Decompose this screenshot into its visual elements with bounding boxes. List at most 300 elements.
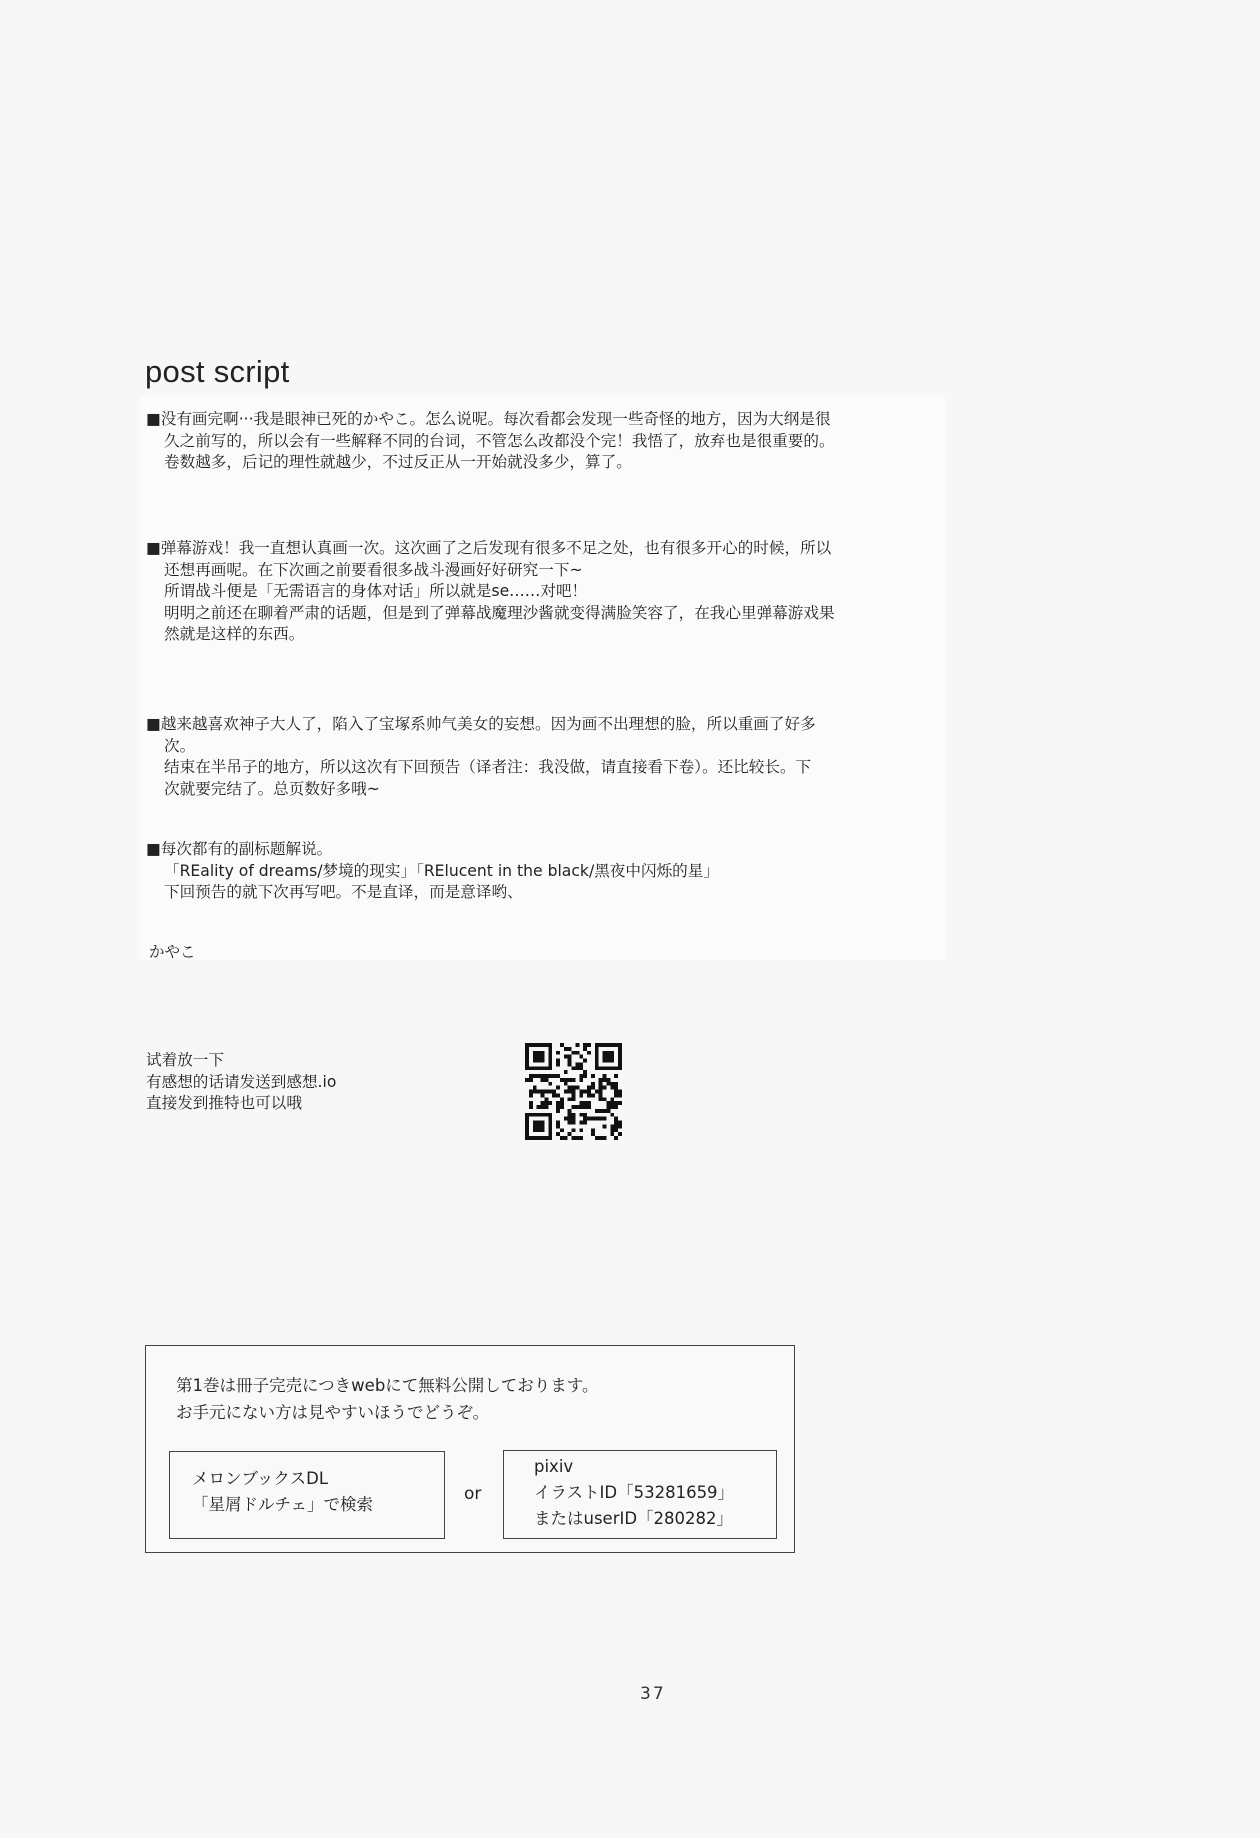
qr-module bbox=[583, 1113, 587, 1117]
qr-module bbox=[579, 1074, 583, 1078]
qr-module bbox=[603, 1109, 607, 1113]
qr-module bbox=[548, 1124, 552, 1128]
qr-module bbox=[591, 1086, 595, 1090]
qr-module bbox=[541, 1043, 545, 1047]
qr-module bbox=[529, 1090, 533, 1094]
qr-module bbox=[533, 1136, 537, 1140]
qr-module bbox=[541, 1124, 545, 1128]
note-line: 次就要完结了。总页数好多哦~ bbox=[164, 779, 380, 798]
qr-module bbox=[595, 1117, 599, 1121]
qr-module bbox=[548, 1082, 552, 1086]
note-paragraph-1 bbox=[146, 409, 944, 474]
qr-module bbox=[575, 1051, 579, 1055]
qr-module bbox=[595, 1043, 599, 1047]
qr-module bbox=[606, 1105, 610, 1109]
qr-module bbox=[583, 1121, 587, 1125]
qr-module bbox=[525, 1051, 529, 1055]
pixiv-line: またはuserID「280282」 bbox=[534, 1509, 734, 1528]
qr-module bbox=[583, 1090, 587, 1094]
qr-module bbox=[533, 1128, 537, 1132]
qr-module bbox=[579, 1128, 583, 1132]
qr-module bbox=[583, 1070, 587, 1074]
melonbooks-line: メロンブックスDL bbox=[192, 1469, 329, 1488]
qr-module bbox=[610, 1086, 614, 1090]
qr-module bbox=[614, 1128, 618, 1132]
note-line: 次。 bbox=[164, 736, 196, 755]
qr-module bbox=[525, 1043, 529, 1047]
qr-module bbox=[618, 1047, 622, 1051]
note-line: ■没有画完啊···我是眼神已死的かやこ。怎么说呢。每次看都会发现一些奇怪的地方，因为大纲是很 bbox=[146, 410, 831, 428]
qr-module bbox=[537, 1105, 541, 1109]
qr-module bbox=[572, 1093, 576, 1097]
qr-module bbox=[610, 1043, 614, 1047]
author-signature: かやこ bbox=[149, 943, 196, 961]
qr-module bbox=[548, 1113, 552, 1117]
qr-module bbox=[572, 1097, 576, 1101]
qr-module bbox=[583, 1047, 587, 1051]
qr-module bbox=[587, 1043, 591, 1047]
qr-module bbox=[529, 1105, 533, 1109]
qr-module bbox=[537, 1055, 541, 1059]
note-paragraph-3 bbox=[146, 714, 944, 800]
notice-line: 第1巻は冊子完売につきwebにて無料公開しております。 bbox=[176, 1376, 599, 1395]
qr-module bbox=[541, 1051, 545, 1055]
qr-module bbox=[552, 1093, 556, 1097]
qr-module bbox=[618, 1124, 622, 1128]
qr-module bbox=[572, 1105, 576, 1109]
qr-module bbox=[560, 1128, 564, 1132]
qr-module bbox=[556, 1086, 560, 1090]
qr-module bbox=[525, 1113, 529, 1117]
qr-module bbox=[548, 1062, 552, 1066]
qr-module bbox=[556, 1109, 560, 1113]
qr-module bbox=[618, 1132, 622, 1136]
qr-module bbox=[610, 1132, 614, 1136]
qr-module bbox=[575, 1086, 579, 1090]
qr-module bbox=[560, 1101, 564, 1105]
qr-module bbox=[533, 1124, 537, 1128]
qr-module bbox=[595, 1090, 599, 1094]
qr-module bbox=[591, 1093, 595, 1097]
qr-module bbox=[579, 1078, 583, 1082]
qr-module bbox=[541, 1113, 545, 1117]
qr-module bbox=[575, 1043, 579, 1047]
qr-module bbox=[618, 1121, 622, 1125]
qr-module bbox=[552, 1090, 556, 1094]
qr-module bbox=[544, 1097, 548, 1101]
qr-module bbox=[591, 1117, 595, 1121]
qr-module bbox=[618, 1066, 622, 1070]
note-line: ■每次都有的副标题解说。 bbox=[146, 840, 333, 858]
notice-line: お手元にない方は見やすいほうでどうぞ。 bbox=[176, 1403, 490, 1422]
qr-module bbox=[603, 1059, 607, 1063]
qr-module bbox=[541, 1090, 545, 1094]
qr-module bbox=[556, 1093, 560, 1097]
qr-module bbox=[525, 1121, 529, 1125]
qr-module bbox=[525, 1117, 529, 1121]
qr-module bbox=[610, 1097, 614, 1101]
qr-module bbox=[591, 1132, 595, 1136]
qr-module bbox=[541, 1055, 545, 1059]
qr-module bbox=[575, 1105, 579, 1109]
qr-module bbox=[556, 1059, 560, 1063]
qr-module bbox=[587, 1093, 591, 1097]
or-label: or bbox=[464, 1484, 482, 1504]
qr-module bbox=[556, 1074, 560, 1078]
qr-module bbox=[583, 1059, 587, 1063]
qr-module bbox=[587, 1117, 591, 1121]
qr-module bbox=[606, 1043, 610, 1047]
qr-module bbox=[595, 1047, 599, 1051]
qr-module bbox=[556, 1124, 560, 1128]
qr-module bbox=[606, 1066, 610, 1070]
qr-module bbox=[541, 1078, 545, 1082]
qr-module bbox=[610, 1055, 614, 1059]
qr-module bbox=[614, 1121, 618, 1125]
qr-module bbox=[544, 1066, 548, 1070]
qr-module bbox=[548, 1059, 552, 1063]
qr-code-icon[interactable] bbox=[525, 1043, 622, 1140]
note-line: 明明之前还在聊着严肃的话题，但是到了弹幕战魔理沙酱就变得满脸笑容了，在我心里弹幕游戏果 bbox=[164, 603, 835, 622]
qr-module bbox=[572, 1117, 576, 1121]
qr-module bbox=[618, 1043, 622, 1047]
qr-module bbox=[564, 1090, 568, 1094]
qr-module bbox=[591, 1082, 595, 1086]
qr-module bbox=[614, 1043, 618, 1047]
qr-module bbox=[572, 1121, 576, 1125]
qr-module bbox=[548, 1101, 552, 1105]
qr-module bbox=[599, 1090, 603, 1094]
qr-module bbox=[556, 1101, 560, 1105]
qr-module bbox=[606, 1082, 610, 1086]
qr-module bbox=[614, 1101, 618, 1105]
qr-module bbox=[579, 1066, 583, 1070]
feedback-line: 直接发到推特也可以哦 bbox=[146, 1094, 302, 1112]
qr-module bbox=[606, 1078, 610, 1082]
qr-module bbox=[541, 1121, 545, 1125]
qr-module bbox=[618, 1090, 622, 1094]
qr-module bbox=[606, 1109, 610, 1113]
qr-module bbox=[572, 1051, 576, 1055]
qr-module bbox=[595, 1051, 599, 1055]
qr-module bbox=[583, 1117, 587, 1121]
qr-module bbox=[556, 1132, 560, 1136]
qr-module bbox=[614, 1066, 618, 1070]
qr-module bbox=[525, 1078, 529, 1082]
qr-module bbox=[587, 1086, 591, 1090]
feedback-line: 试着放一下 bbox=[146, 1051, 224, 1069]
note-line: 下回预告的就下次再写吧。不是直译，而是意译哟、 bbox=[164, 883, 523, 901]
note-line: ■弹幕游戏！我一直想认真画一次。这次画了之后发现有很多不足之处，也有很多开心的时候，所以 bbox=[146, 539, 832, 557]
qr-module bbox=[556, 1062, 560, 1066]
qr-module bbox=[583, 1074, 587, 1078]
qr-module bbox=[544, 1043, 548, 1047]
qr-module bbox=[533, 1051, 537, 1055]
qr-module bbox=[533, 1090, 537, 1094]
note-paragraph-4 bbox=[146, 839, 944, 904]
qr-module bbox=[537, 1066, 541, 1070]
qr-module bbox=[568, 1121, 572, 1125]
note-paragraph-2 bbox=[146, 538, 944, 646]
qr-module bbox=[548, 1132, 552, 1136]
note-line: ■越来越喜欢神子大人了，陷入了宝塚系帅气美女的妄想。因为画不出理想的脸，所以重画了好多 bbox=[146, 715, 816, 733]
note-line: 还想再画呢。在下次画之前要看很多战斗漫画好好研究一下~ bbox=[164, 560, 583, 579]
qr-module bbox=[587, 1101, 591, 1105]
qr-module bbox=[603, 1066, 607, 1070]
qr-module bbox=[568, 1113, 572, 1117]
qr-module bbox=[544, 1101, 548, 1105]
qr-module bbox=[537, 1121, 541, 1125]
qr-module bbox=[599, 1082, 603, 1086]
qr-module bbox=[595, 1136, 599, 1140]
qr-module bbox=[572, 1078, 576, 1082]
qr-module bbox=[610, 1113, 614, 1117]
qr-module bbox=[606, 1051, 610, 1055]
qr-module bbox=[599, 1043, 603, 1047]
qr-module bbox=[595, 1066, 599, 1070]
qr-module bbox=[572, 1066, 576, 1070]
qr-module bbox=[525, 1132, 529, 1136]
qr-module bbox=[610, 1066, 614, 1070]
qr-module bbox=[541, 1074, 545, 1078]
qr-module bbox=[614, 1090, 618, 1094]
qr-module bbox=[529, 1101, 533, 1105]
qr-module bbox=[599, 1097, 603, 1101]
qr-module bbox=[595, 1109, 599, 1113]
qr-module bbox=[599, 1066, 603, 1070]
qr-module bbox=[564, 1117, 568, 1121]
qr-module bbox=[568, 1090, 572, 1094]
qr-module bbox=[529, 1078, 533, 1082]
qr-module bbox=[548, 1136, 552, 1140]
qr-module bbox=[591, 1074, 595, 1078]
qr-module bbox=[537, 1059, 541, 1063]
qr-module bbox=[560, 1097, 564, 1101]
qr-module bbox=[537, 1136, 541, 1140]
qr-module bbox=[579, 1136, 583, 1140]
qr-module bbox=[568, 1117, 572, 1121]
qr-module bbox=[610, 1128, 614, 1132]
qr-module bbox=[579, 1090, 583, 1094]
qr-module bbox=[568, 1047, 572, 1051]
qr-module bbox=[614, 1086, 618, 1090]
publication-notice bbox=[176, 1372, 598, 1426]
note-line: 所谓战斗便是「无需语言的身体对话」所以就是se……对吧！ bbox=[164, 582, 588, 600]
qr-module bbox=[537, 1051, 541, 1055]
qr-module bbox=[618, 1093, 622, 1097]
qr-module bbox=[587, 1090, 591, 1094]
qr-module bbox=[599, 1078, 603, 1082]
melonbooks-box bbox=[169, 1451, 445, 1539]
qr-module bbox=[537, 1113, 541, 1117]
qr-module bbox=[556, 1121, 560, 1125]
page-number: 37 bbox=[640, 1684, 666, 1704]
qr-module bbox=[541, 1105, 545, 1109]
qr-module bbox=[614, 1074, 618, 1078]
qr-module bbox=[556, 1105, 560, 1109]
qr-module bbox=[568, 1086, 572, 1090]
qr-module bbox=[583, 1043, 587, 1047]
qr-module bbox=[533, 1059, 537, 1063]
qr-module bbox=[548, 1090, 552, 1094]
qr-module bbox=[572, 1136, 576, 1140]
qr-module bbox=[614, 1082, 618, 1086]
qr-module bbox=[529, 1136, 533, 1140]
qr-module bbox=[548, 1074, 552, 1078]
qr-module bbox=[603, 1117, 607, 1121]
qr-module bbox=[564, 1047, 568, 1051]
qr-module bbox=[603, 1055, 607, 1059]
qr-module bbox=[529, 1093, 533, 1097]
qr-module bbox=[610, 1124, 614, 1128]
qr-module bbox=[603, 1078, 607, 1082]
qr-module bbox=[548, 1117, 552, 1121]
qr-module bbox=[525, 1128, 529, 1132]
qr-module bbox=[579, 1101, 583, 1105]
qr-module bbox=[579, 1055, 583, 1059]
qr-module bbox=[537, 1124, 541, 1128]
qr-module bbox=[591, 1128, 595, 1132]
qr-module bbox=[599, 1109, 603, 1113]
qr-module bbox=[548, 1128, 552, 1132]
qr-module bbox=[564, 1136, 568, 1140]
note-line: 久之前写的，所以会有一些解释不同的台词，不管怎么改都没个完！我悟了，放弃也是很重要的。 bbox=[164, 431, 835, 450]
qr-module bbox=[544, 1074, 548, 1078]
qr-module bbox=[537, 1128, 541, 1132]
qr-module bbox=[537, 1090, 541, 1094]
qr-module bbox=[541, 1066, 545, 1070]
qr-module bbox=[548, 1066, 552, 1070]
qr-module bbox=[603, 1051, 607, 1055]
note-line: 结束在半吊子的地方，所以这次有下回预告（译者注：我没做，请直接看下卷）。还比较长。下 bbox=[164, 758, 812, 776]
qr-module bbox=[595, 1059, 599, 1063]
qr-module bbox=[587, 1105, 591, 1109]
qr-module bbox=[606, 1055, 610, 1059]
qr-module bbox=[572, 1113, 576, 1117]
qr-module bbox=[603, 1086, 607, 1090]
qr-module bbox=[533, 1055, 537, 1059]
qr-module bbox=[537, 1043, 541, 1047]
qr-module bbox=[560, 1136, 564, 1140]
qr-module bbox=[579, 1113, 583, 1117]
qr-module bbox=[579, 1121, 583, 1125]
qr-module bbox=[618, 1101, 622, 1105]
qr-module bbox=[525, 1059, 529, 1063]
qr-module bbox=[525, 1136, 529, 1140]
qr-module bbox=[572, 1090, 576, 1094]
qr-module bbox=[548, 1043, 552, 1047]
qr-module bbox=[568, 1097, 572, 1101]
qr-module bbox=[544, 1105, 548, 1109]
qr-module bbox=[544, 1113, 548, 1117]
qr-module bbox=[568, 1132, 572, 1136]
qr-module bbox=[544, 1136, 548, 1140]
melonbooks-line: 「星屑ドルチェ」で検索 bbox=[192, 1495, 374, 1514]
feedback-note bbox=[146, 1050, 476, 1115]
note-line: 卷数越多，后记的理性就越少，不过反正从一开始就没多少，算了。 bbox=[164, 453, 632, 471]
qr-module bbox=[599, 1086, 603, 1090]
qr-module bbox=[579, 1062, 583, 1066]
page-title: post script bbox=[145, 354, 290, 389]
qr-module bbox=[541, 1059, 545, 1063]
pixiv-line: イラストID「53281659」 bbox=[534, 1483, 735, 1502]
qr-module bbox=[583, 1105, 587, 1109]
qr-module bbox=[548, 1047, 552, 1051]
qr-module bbox=[525, 1047, 529, 1051]
pixiv-box bbox=[503, 1450, 777, 1539]
web-publication-box bbox=[145, 1345, 795, 1553]
qr-module bbox=[614, 1105, 618, 1109]
qr-module bbox=[560, 1105, 564, 1109]
qr-module bbox=[606, 1101, 610, 1105]
qr-module bbox=[548, 1055, 552, 1059]
qr-module bbox=[548, 1121, 552, 1125]
qr-module bbox=[579, 1093, 583, 1097]
qr-module bbox=[599, 1136, 603, 1140]
qr-module bbox=[560, 1078, 564, 1082]
qr-module bbox=[525, 1062, 529, 1066]
feedback-line: 有感想的话请发送到感想.io bbox=[146, 1072, 337, 1091]
qr-module bbox=[587, 1051, 591, 1055]
qr-module bbox=[564, 1082, 568, 1086]
qr-module bbox=[525, 1066, 529, 1070]
qr-module bbox=[529, 1074, 533, 1078]
qr-module bbox=[595, 1062, 599, 1066]
qr-module bbox=[541, 1093, 545, 1097]
qr-module bbox=[556, 1051, 560, 1055]
qr-module bbox=[529, 1043, 533, 1047]
qr-module bbox=[603, 1074, 607, 1078]
qr-module bbox=[610, 1051, 614, 1055]
qr-module bbox=[537, 1074, 541, 1078]
qr-module bbox=[575, 1062, 579, 1066]
qr-module bbox=[529, 1066, 533, 1070]
qr-module bbox=[568, 1078, 572, 1082]
qr-module bbox=[541, 1128, 545, 1132]
qr-module bbox=[548, 1051, 552, 1055]
qr-module bbox=[544, 1090, 548, 1094]
qr-module bbox=[614, 1117, 618, 1121]
qr-module bbox=[614, 1124, 618, 1128]
qr-module bbox=[603, 1043, 607, 1047]
qr-module bbox=[533, 1074, 537, 1078]
qr-module bbox=[614, 1093, 618, 1097]
qr-module bbox=[599, 1117, 603, 1121]
qr-module bbox=[568, 1062, 572, 1066]
qr-module bbox=[533, 1066, 537, 1070]
qr-module bbox=[610, 1059, 614, 1063]
qr-module bbox=[618, 1055, 622, 1059]
qr-module bbox=[606, 1059, 610, 1063]
qr-module bbox=[533, 1121, 537, 1125]
qr-module bbox=[564, 1078, 568, 1082]
note-line: 然就是这样的东西。 bbox=[164, 625, 305, 643]
qr-module bbox=[618, 1051, 622, 1055]
qr-module bbox=[568, 1059, 572, 1063]
qr-module bbox=[552, 1074, 556, 1078]
qr-module bbox=[618, 1059, 622, 1063]
qr-module bbox=[568, 1055, 572, 1059]
qr-module bbox=[610, 1082, 614, 1086]
qr-module bbox=[583, 1101, 587, 1105]
qr-module bbox=[560, 1043, 564, 1047]
qr-module bbox=[541, 1101, 545, 1105]
note-line: 「REality of dreams/梦境的现实」「RElucent in the black/黑夜中闪烁的星」 bbox=[164, 861, 719, 880]
qr-module bbox=[544, 1078, 548, 1082]
qr-module bbox=[533, 1086, 537, 1090]
qr-module bbox=[595, 1055, 599, 1059]
qr-module bbox=[529, 1113, 533, 1117]
